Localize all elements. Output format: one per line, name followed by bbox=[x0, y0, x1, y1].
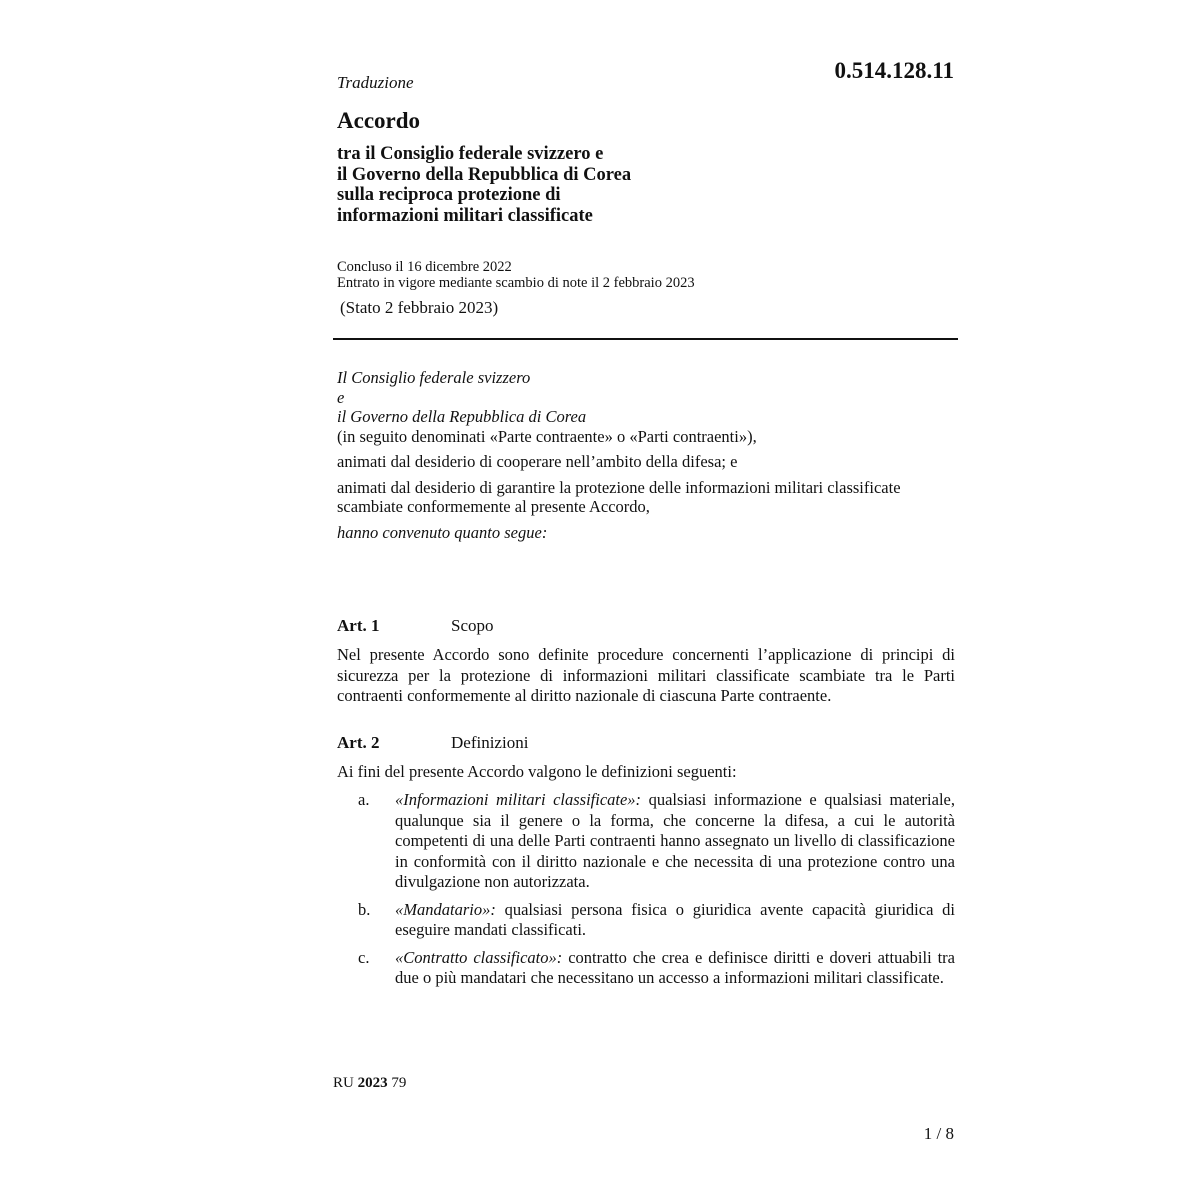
article-1-heading bbox=[337, 616, 494, 636]
article-title: Definizioni bbox=[451, 733, 529, 752]
definition-letter: a. bbox=[358, 790, 370, 809]
definition-text: qualsiasi persona fisica o giuridica avente capacità giuridica di eseguire mandati classificati. bbox=[395, 899, 955, 939]
subtitle-line: sulla reciproca protezione di bbox=[337, 185, 561, 205]
definition-item bbox=[337, 948, 955, 989]
definition-letter: c. bbox=[358, 947, 370, 967]
subtitle-line: informazioni militari classificate bbox=[337, 205, 593, 226]
document-title: Accordo bbox=[337, 108, 421, 133]
subtitle-line: tra il Consiglio federale svizzero e bbox=[337, 144, 604, 164]
document-dates bbox=[337, 259, 695, 291]
status-date: (Stato 2 febbraio 2023) bbox=[340, 298, 499, 317]
concluded-date: Concluso il 16 dicembre 2022 bbox=[337, 259, 512, 275]
preamble-denomination: (in seguito denominati «Parte contraente» o «Parti contraenti»), bbox=[337, 426, 757, 446]
article-number: Art. 2 bbox=[337, 733, 380, 752]
definition-item bbox=[337, 790, 955, 893]
definition-term: «Mandatario»: bbox=[395, 899, 496, 919]
subtitle-line: il Governo della Repubblica di Corea bbox=[337, 164, 632, 185]
document-subtitle bbox=[337, 144, 631, 226]
preamble-conjunction: e bbox=[337, 387, 345, 407]
preamble-recital-1: animati dal desiderio di cooperare nell’ambito della difesa; e bbox=[337, 452, 738, 471]
preamble-party-2: il Governo della Repubblica di Corea bbox=[337, 407, 587, 426]
article-2-intro: Ai fini del presente Accordo valgono le definizioni seguenti: bbox=[337, 762, 737, 781]
article-1-text: Nel presente Accordo sono definite procedure concernenti l’applicazione di principi di sicurezza per la protezione di informazioni militari classificate scambiate tra le Parti contraenti conformemente al diritto nazionale di ciascuna Parte contraente. bbox=[337, 645, 955, 705]
ru-year: 2023 bbox=[357, 1075, 388, 1091]
preamble-party-1: Il Consiglio federale svizzero bbox=[337, 368, 531, 387]
preamble-agreed: hanno convenuto quanto segue: bbox=[337, 522, 548, 542]
definition-letter: b. bbox=[358, 899, 371, 919]
definition-term: «Contratto classificato»: bbox=[395, 947, 563, 967]
definition-text: qualsiasi informazione e qualsiasi materiale, qualunque sia il genere o la forma, che concerne la difesa, a cui le autorità competenti di una delle Parti contraenti hanno assegnato un livello di classificazione in conformità con il diritto nazionale e che necessita di una protezione contro una divulgazione non autorizzata. bbox=[395, 790, 955, 891]
definition-item bbox=[337, 900, 955, 941]
entry-into-force: Entrato in vigore mediante scambio di note il 2 febbraio 2023 bbox=[337, 275, 695, 291]
ru-prefix: RU bbox=[333, 1075, 354, 1091]
sr-number: 0.514.128.11 bbox=[834, 58, 954, 83]
definitions-list bbox=[337, 790, 955, 996]
translation-label: Traduzione bbox=[337, 73, 414, 92]
header-divider bbox=[333, 338, 958, 340]
article-2-heading bbox=[337, 733, 528, 753]
preamble-recital-2: animati dal desiderio di garantire la protezione delle informazioni militari classificate scambiate conformemente al presente Accordo, bbox=[337, 477, 901, 516]
ru-page: 79 bbox=[391, 1075, 407, 1091]
definition-term: «Informazioni militari classificate»: bbox=[395, 790, 642, 809]
article-title: Scopo bbox=[451, 616, 494, 635]
official-compilation-reference bbox=[333, 1075, 406, 1092]
page-counter: 1 / 8 bbox=[923, 1124, 954, 1143]
article-number: Art. 1 bbox=[337, 616, 380, 635]
definition-text: contratto che crea e definisce diritti e doveri attuabili tra due o più mandatari che necessitano un accesso a informazioni militari classificate. bbox=[395, 947, 955, 987]
preamble bbox=[337, 368, 955, 542]
